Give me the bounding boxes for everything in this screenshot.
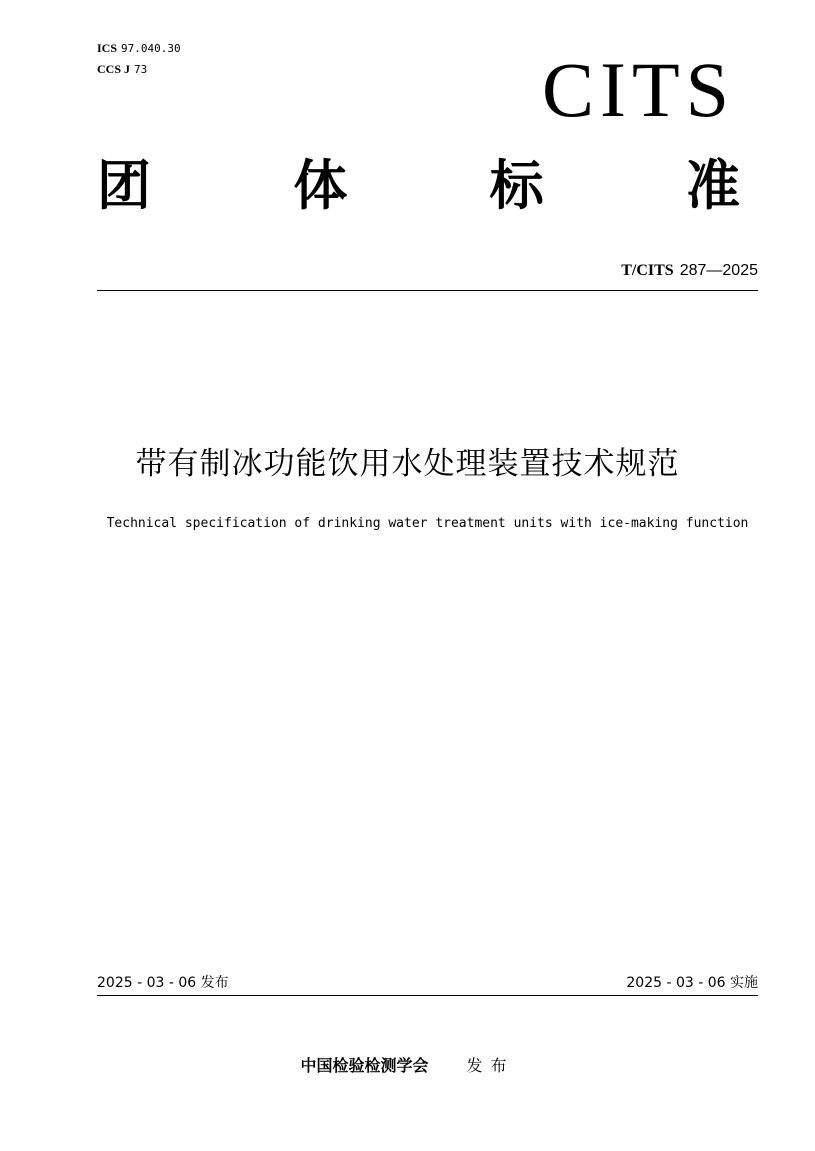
standard-type-char: 标 <box>489 153 544 217</box>
standard-type-char: 团 <box>97 153 151 217</box>
footer-divider <box>97 995 758 996</box>
ics-label: ICS <box>97 41 118 55</box>
standard-type-char: 准 <box>685 153 740 217</box>
standard-type-char: 体 <box>293 153 348 217</box>
cits-brand-logo: CITS <box>541 46 735 133</box>
ics-value: 97.040.30 <box>121 42 181 55</box>
standard-number-prefix: T/CITS <box>621 262 674 279</box>
standard-number-value: 287—2025 <box>679 262 758 279</box>
publisher-action: 发布 <box>466 1056 515 1075</box>
ccs-value: 73 <box>134 63 148 76</box>
standard-type-heading <box>97 150 740 220</box>
english-title: Technical specification of drinking water treatment units with ice-making function <box>106 516 749 531</box>
chinese-title: 带有制冰功能饮用水处理装置技术规范 <box>135 446 680 482</box>
ccs-code <box>97 62 147 77</box>
standard-number <box>621 260 758 281</box>
ccs-label: CCS J <box>97 62 131 76</box>
implement-date: 2025 - 03 - 06 实施 <box>626 975 758 991</box>
publish-date: 2025 - 03 - 06 发布 <box>97 975 229 991</box>
publisher-line <box>0 1055 815 1077</box>
header-divider <box>97 290 758 291</box>
ics-code <box>97 41 181 56</box>
publisher-organization: 中国检验检测学会 <box>300 1056 429 1075</box>
